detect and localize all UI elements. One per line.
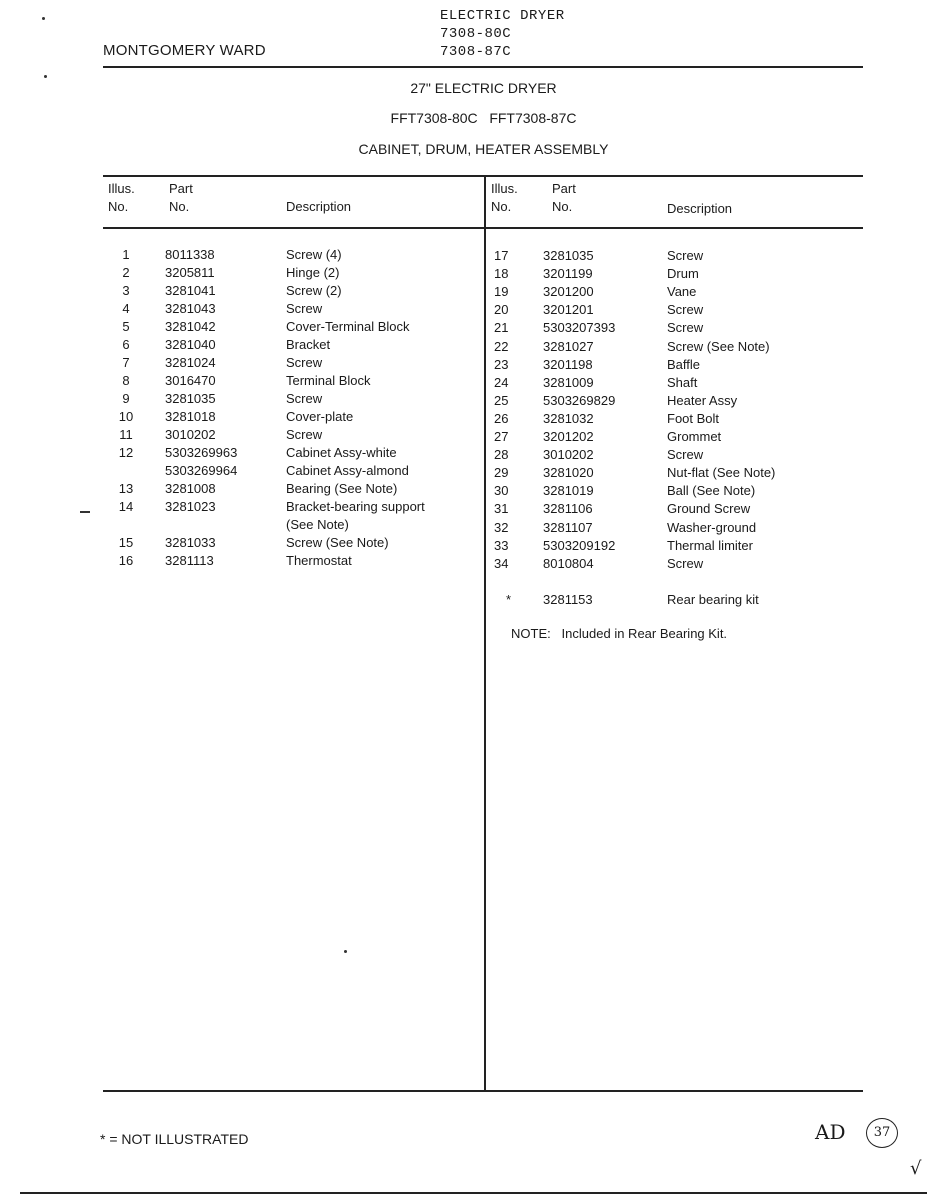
part-description: Screw (667, 447, 704, 463)
part-number: 3281024 (165, 355, 216, 370)
part-number: 5303207393 (543, 320, 616, 336)
part-number: 3201202 (543, 429, 594, 444)
illus-number: 26 (494, 410, 509, 426)
illus-number: 34 (494, 555, 509, 571)
part-description: Thermal limiter (667, 537, 753, 553)
part-number: 5303269963 (165, 445, 238, 460)
part-number: 3281019 (543, 483, 594, 499)
scan-speck (44, 75, 47, 78)
illus-number: 23 (494, 356, 509, 372)
page-bottom-rule (20, 1192, 927, 1194)
table-row (0, 446, 927, 464)
part-number: 3281035 (543, 248, 594, 263)
part-number: 3010202 (165, 427, 216, 442)
part-description: Bracket-bearing support (286, 499, 425, 514)
section-title: CABINET, DRUM, HEATER ASSEMBLY (358, 141, 609, 157)
part-description: Rear bearing kit (667, 592, 759, 607)
illus-number: 9 (122, 391, 130, 406)
rear-bearing-note: NOTE: Included in Rear Bearing Kit. (511, 626, 728, 641)
part-description: Cover-plate (286, 409, 354, 424)
illus-number: 7 (122, 355, 130, 370)
illus-number: 32 (494, 519, 509, 535)
illus-number: 17 (494, 248, 509, 263)
part-description: Screw (286, 355, 323, 370)
model-number: 7308-87C (440, 44, 512, 60)
illus-number: 29 (494, 465, 509, 481)
part-description: Ground Screw (667, 501, 751, 517)
table-row (0, 410, 927, 428)
header-part-line2: No. (169, 199, 190, 214)
illus-number: 4 (122, 301, 130, 316)
part-number: 3281008 (165, 481, 216, 496)
illus-number: 14 (118, 499, 134, 514)
part-number: 3205811 (165, 265, 215, 280)
table-bottom-rule (103, 1090, 863, 1092)
part-number: 8011338 (165, 247, 215, 262)
part-description: Screw (667, 555, 704, 571)
part-description: Shaft (667, 374, 698, 390)
brand-name: MONTGOMERY WARD (103, 42, 266, 59)
part-number: 3281033 (165, 535, 216, 550)
part-number: 3281027 (543, 338, 594, 354)
part-number: 3281107 (543, 519, 593, 535)
table-row (0, 338, 927, 356)
illus-number: 19 (494, 284, 509, 300)
illus-number: 15 (118, 535, 134, 550)
table-row (0, 283, 927, 301)
part-description: Screw (See Note) (667, 338, 770, 354)
table-row (0, 247, 927, 265)
part-description: Screw (4) (286, 247, 342, 262)
part-number: 3281040 (165, 337, 216, 352)
table-row (0, 392, 927, 410)
table-row (0, 555, 927, 573)
part-description: Screw (286, 301, 323, 316)
illus-number: 16 (118, 553, 134, 568)
part-description: Vane (667, 284, 697, 300)
illus-number: 8 (122, 373, 130, 388)
part-number: 3281032 (543, 410, 594, 426)
header-rule (103, 66, 863, 68)
product-line-block (440, 7, 565, 61)
part-description: Nut-flat (See Note) (667, 465, 776, 481)
part-description: Drum (667, 266, 699, 282)
part-description: Washer-ground (667, 519, 757, 535)
part-number: 3281042 (165, 319, 216, 334)
model-number: 7308-80C (440, 26, 512, 42)
part-number: 3201198 (543, 356, 593, 372)
right-header-description: Description (667, 201, 733, 216)
part-description: Thermostat (286, 553, 352, 568)
illus-number: 22 (494, 338, 509, 354)
part-description: Screw (See Note) (286, 535, 389, 550)
illus-number: 13 (118, 481, 134, 496)
handwritten-page-mark: 37 (866, 1118, 898, 1148)
illus-number: 5 (122, 319, 130, 334)
table-row (0, 464, 927, 482)
part-number: 3281041 (165, 283, 216, 298)
table-row-not-illustrated (0, 591, 927, 609)
header-illus-line1: Illus. (491, 181, 518, 196)
part-number: 3281018 (165, 409, 216, 424)
product-title: 27" ELECTRIC DRYER (410, 80, 557, 96)
illus-number: 21 (494, 320, 509, 336)
scan-speck (344, 950, 347, 953)
part-description: Screw (286, 427, 323, 442)
part-number: 3201200 (543, 284, 594, 300)
part-number: 3281153 (543, 592, 593, 607)
part-number: 3281113 (165, 553, 214, 568)
part-description: Ball (See Note) (667, 483, 756, 499)
left-header-illus (108, 180, 135, 216)
part-number: 3016470 (165, 373, 216, 388)
part-description: Screw (667, 320, 704, 336)
part-number: 3201199 (543, 266, 593, 282)
table-top-rule (103, 175, 863, 177)
illus-number: 2 (122, 265, 130, 280)
not-illustrated-legend: * = NOT ILLUSTRATED (100, 1131, 249, 1147)
illus-number: 31 (494, 501, 509, 517)
header-part-line1: Part (552, 181, 576, 196)
part-number: 5303269964 (165, 463, 238, 478)
part-description: Baffle (667, 356, 701, 372)
product-line-title: ELECTRIC DRYER (440, 8, 565, 24)
illus-number: 27 (494, 429, 509, 444)
illus-number: * (506, 592, 512, 607)
part-description: Grommet (667, 429, 722, 444)
part-description: Cover-Terminal Block (286, 319, 410, 334)
illus-number: 33 (494, 537, 509, 553)
header-part-line2: No. (552, 199, 573, 214)
left-header-part (169, 180, 193, 216)
part-description: Terminal Block (286, 373, 371, 388)
illus-number: 10 (118, 409, 134, 424)
header-part-line1: Part (169, 181, 193, 196)
illus-number: 30 (494, 483, 509, 499)
scan-dash (80, 511, 90, 513)
table-row (0, 500, 927, 518)
illus-number: 24 (494, 374, 509, 390)
part-number: 3281023 (165, 499, 216, 514)
illus-number: 20 (494, 302, 509, 318)
part-description: Cabinet Assy-almond (286, 463, 409, 478)
model-titles: FFT7308-80C FFT7308-87C (390, 110, 577, 126)
table-row (0, 265, 927, 283)
illus-number: 6 (122, 337, 130, 352)
table-row (0, 428, 927, 446)
check-mark-icon: √ (910, 1158, 922, 1179)
illus-number: 12 (118, 445, 134, 460)
table-row (0, 374, 927, 392)
right-header-part (552, 180, 576, 216)
part-description: Screw (667, 248, 704, 263)
right-header-illus (491, 180, 518, 216)
part-number: 3281009 (543, 374, 594, 390)
illus-number: 25 (494, 392, 509, 408)
part-description: Heater Assy (667, 392, 738, 408)
part-description: Screw (2) (286, 283, 342, 298)
part-description: Foot Bolt (667, 410, 720, 426)
table-row (0, 319, 927, 337)
table-row (0, 519, 927, 537)
illus-number: 11 (119, 427, 133, 442)
table-row (0, 537, 927, 555)
part-description: Bracket (286, 337, 331, 352)
table-header-rule (103, 227, 863, 229)
part-number: 3010202 (543, 447, 594, 463)
part-number: 8010804 (543, 555, 594, 571)
part-number: 3281106 (543, 501, 593, 517)
part-description: (See Note) (286, 517, 349, 532)
part-description: Screw (286, 391, 323, 406)
header-illus-line1: Illus. (108, 181, 135, 196)
part-number: 3281035 (165, 391, 216, 406)
table-row (0, 482, 927, 500)
part-number: 5303209192 (543, 537, 616, 553)
illus-number: 28 (494, 447, 509, 463)
table-row (0, 356, 927, 374)
illus-number: 18 (494, 266, 509, 282)
part-number: 3201201 (543, 302, 594, 318)
header-illus-line2: No. (108, 199, 129, 214)
left-header-description: Description (286, 199, 352, 214)
table-row (0, 301, 927, 319)
part-number: 5303269829 (543, 392, 616, 408)
part-number: 3281020 (543, 465, 594, 481)
part-description: Cabinet Assy-white (286, 445, 397, 460)
part-description: Hinge (2) (286, 265, 340, 280)
illus-number: 3 (122, 283, 130, 298)
scan-speck (42, 17, 45, 20)
illus-number: 1 (122, 247, 130, 262)
part-description: Screw (667, 302, 704, 318)
part-number: 3281043 (165, 301, 216, 316)
part-description: Bearing (See Note) (286, 481, 398, 496)
header-illus-line2: No. (491, 199, 512, 214)
handwritten-initials: AD (815, 1120, 846, 1144)
